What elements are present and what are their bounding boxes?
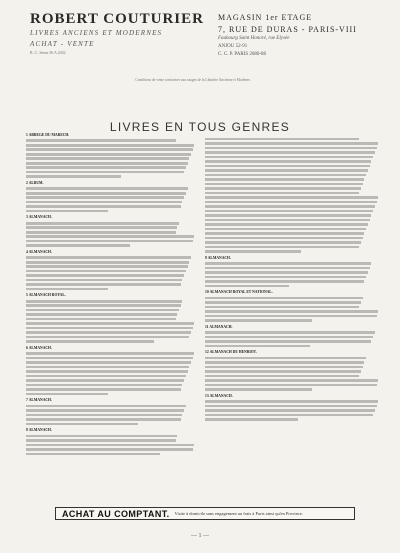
text-line: [26, 162, 188, 165]
text-line: [26, 270, 186, 273]
text-line: [26, 148, 193, 151]
text-line: [205, 370, 361, 373]
entry-heading: [26, 293, 196, 298]
text-line: [205, 160, 371, 163]
text-line: [205, 345, 310, 348]
text-line: [26, 331, 191, 334]
text-line: [205, 340, 371, 343]
entry-title: ALMANACH.: [28, 398, 52, 403]
catalogue-entry: [26, 428, 196, 455]
text-line: [205, 331, 375, 334]
entry-number: 13: [205, 393, 209, 398]
catalogue-entry: [26, 181, 196, 213]
text-line: [26, 279, 182, 282]
text-line: [205, 196, 378, 199]
street-address: 7, RUE DE DURAS - PARIS-VIII: [218, 25, 357, 34]
entry-title: ALMANACH ROYAL.: [28, 293, 66, 298]
catalogue-entry: [26, 215, 196, 247]
text-line: [26, 336, 189, 339]
text-line: [26, 274, 184, 277]
catalogue-entry: [205, 256, 380, 288]
catalogue-entry: [205, 138, 380, 253]
entry-number: 1: [26, 133, 28, 137]
text-line: [205, 297, 363, 300]
text-line: [205, 315, 377, 318]
catalogue-entry: [205, 394, 380, 421]
text-line: [205, 361, 364, 364]
entry-number: 10: [205, 290, 209, 295]
text-line: [26, 300, 182, 303]
entry-number: 9: [205, 255, 207, 260]
text-line: [26, 240, 193, 243]
text-line: [26, 231, 176, 234]
text-line: [205, 142, 378, 145]
right-column: [205, 136, 380, 424]
entry-number: 11: [205, 324, 209, 329]
text-line: [205, 418, 298, 421]
brand-name: ROBERT COUTURIER: [30, 11, 204, 27]
text-line: [26, 201, 182, 204]
entry-heading: [26, 346, 196, 351]
text-line: [26, 352, 194, 355]
text-line: [205, 228, 366, 231]
text-line: [205, 310, 378, 313]
text-line: [205, 183, 363, 186]
text-line: [205, 375, 359, 378]
page-number: — 1 —: [191, 533, 209, 539]
text-line: [26, 384, 182, 387]
text-line: [205, 262, 371, 265]
entry-number: 5: [26, 293, 28, 298]
text-line: [205, 192, 359, 195]
entry-number: 12: [205, 350, 209, 355]
text-line: [26, 313, 177, 316]
text-line: [26, 309, 179, 312]
ccp-account: C. C. P. PARIS 2080-88: [218, 52, 267, 57]
text-line: [205, 151, 375, 154]
text-line: [205, 241, 361, 244]
text-line: [26, 139, 176, 142]
text-line: [205, 388, 312, 391]
text-line: [205, 174, 366, 177]
entry-title: ALMANACH.: [28, 428, 52, 433]
text-line: [205, 169, 368, 172]
text-line: [205, 237, 363, 240]
text-line: [205, 301, 361, 304]
entry-heading: [26, 398, 196, 403]
text-line: [26, 439, 176, 442]
text-line: [26, 157, 189, 160]
text-line: [26, 414, 182, 417]
shop-floor: MAGASIN 1er ETAGE: [218, 13, 313, 22]
entry-title: ALMANACH.: [207, 255, 231, 260]
text-line: [26, 388, 181, 391]
left-column: [26, 133, 196, 458]
footer-text: Visite à domicile sans engagement au frais à Paris ainsi qu'en Province.: [174, 511, 304, 516]
text-line: [26, 235, 194, 238]
text-line: [26, 175, 121, 178]
entry-heading: [205, 290, 380, 295]
entry-heading: [26, 215, 196, 220]
text-line: [26, 444, 194, 447]
text-line: [26, 171, 184, 174]
entry-title: ALMANACH ROYAL ET NATIONAL.: [209, 290, 273, 295]
entry-title: ALMANACH.: [209, 393, 233, 398]
catalogue-entry: [26, 133, 196, 178]
catalogue-entry: [26, 293, 196, 342]
entry-number: 8: [26, 428, 28, 433]
text-line: [26, 210, 108, 213]
entry-heading: [205, 256, 380, 261]
text-line: [26, 375, 186, 378]
text-line: [26, 322, 194, 325]
entry-number: 4: [26, 249, 28, 254]
text-line: [205, 223, 368, 226]
text-line: [205, 280, 364, 283]
subline-trade: ACHAT - VENTE: [30, 40, 95, 48]
text-line: [205, 414, 373, 417]
catalogue-entry: [26, 250, 196, 290]
text-line: [26, 144, 194, 147]
catalogue-entry: [205, 325, 380, 348]
entry-title: ALMANACH.: [28, 215, 52, 220]
text-line: [26, 357, 193, 360]
text-line: [205, 366, 363, 369]
text-line: [26, 261, 189, 264]
text-line: [205, 156, 373, 159]
text-line: [205, 138, 359, 141]
section-title: LIVRES EN TOUS GENRES: [109, 120, 291, 134]
text-line: [26, 244, 130, 247]
text-line: [205, 271, 368, 274]
registry-number: R. C. Seine 56 A 2042: [30, 50, 66, 55]
text-line: [205, 405, 377, 408]
text-line: [26, 361, 191, 364]
text-line: [26, 222, 179, 225]
text-line: [26, 327, 193, 330]
text-line: [26, 435, 177, 438]
entry-number: 2: [26, 180, 28, 185]
text-line: [205, 285, 289, 288]
entry-heading: [26, 250, 196, 255]
sale-conditions: Conditions de vente conformes aux usages de la Librairie Ancienne et Moderne.: [135, 78, 251, 82]
entry-title: ALMANACH.: [28, 249, 52, 254]
text-line: [26, 453, 160, 456]
text-line: [26, 153, 191, 156]
entry-number: 7: [26, 398, 28, 403]
text-line: [26, 448, 193, 451]
text-line: [205, 214, 371, 217]
header-right: [218, 12, 388, 59]
text-line: [26, 304, 181, 307]
text-line: [26, 405, 186, 408]
entry-title: ABREGE DU MARECH.: [28, 133, 70, 137]
entry-title: ALMANACH.: [28, 345, 52, 350]
catalogue-entry: [26, 346, 196, 395]
text-line: [205, 306, 359, 309]
text-line: [205, 210, 373, 213]
entry-title: ALMANACH DE HENRIOT.: [209, 350, 257, 355]
catalogue-entry: [26, 398, 196, 425]
catalogue-entry: [205, 290, 380, 322]
text-line: [26, 196, 184, 199]
text-line: [26, 283, 181, 286]
text-line: [205, 409, 375, 412]
text-line: [205, 165, 370, 168]
text-line: [205, 250, 301, 253]
text-line: [205, 276, 366, 279]
text-line: [205, 147, 377, 150]
text-line: [205, 246, 359, 249]
text-line: [26, 379, 184, 382]
header-left: [30, 10, 210, 56]
text-line: [26, 393, 108, 396]
text-line: [26, 423, 138, 426]
entry-title: ALBUM.: [28, 180, 44, 185]
text-line: [26, 418, 181, 421]
text-line: [26, 166, 186, 169]
text-line: [205, 219, 370, 222]
text-line: [26, 192, 186, 195]
text-line: [205, 400, 378, 403]
subline-books: LIVRES ANCIENS ET MODERNES: [30, 29, 163, 37]
entry-heading: [205, 350, 380, 355]
text-line: [205, 267, 370, 270]
text-line: [26, 370, 188, 373]
text-line: [26, 256, 191, 259]
text-line: [205, 178, 364, 181]
text-line: [26, 366, 189, 369]
text-line: [205, 205, 375, 208]
text-line: [26, 226, 177, 229]
entry-heading: [26, 133, 196, 138]
text-line: [26, 265, 188, 268]
text-line: [26, 409, 184, 412]
catalogue-entry: [205, 350, 380, 390]
text-line: [205, 187, 361, 190]
entry-heading: [205, 394, 380, 399]
entry-heading: [205, 325, 380, 330]
text-line: [205, 201, 377, 204]
text-line: [205, 319, 312, 322]
entry-heading: [26, 428, 196, 433]
footer-bold: ACHAT AU COMPTANT.: [62, 508, 170, 519]
text-line: [26, 205, 181, 208]
entry-number: 3: [26, 215, 28, 220]
text-line: [26, 318, 176, 321]
text-line: [205, 232, 364, 235]
text-line: [26, 187, 188, 190]
text-line: [26, 288, 108, 291]
phone-number: ANJOU 52-91: [218, 44, 248, 49]
text-line: [205, 357, 366, 360]
faubourg-note: Faubourg Saint Honoré, rue Elysée: [218, 36, 290, 41]
entry-number: 6: [26, 345, 28, 350]
text-line: [26, 340, 154, 343]
entry-title: ALMANACH.: [209, 324, 233, 329]
entry-heading: [26, 181, 196, 186]
text-line: [205, 384, 377, 387]
text-line: [205, 379, 378, 382]
text-line: [205, 336, 373, 339]
footer-box: [55, 507, 355, 520]
